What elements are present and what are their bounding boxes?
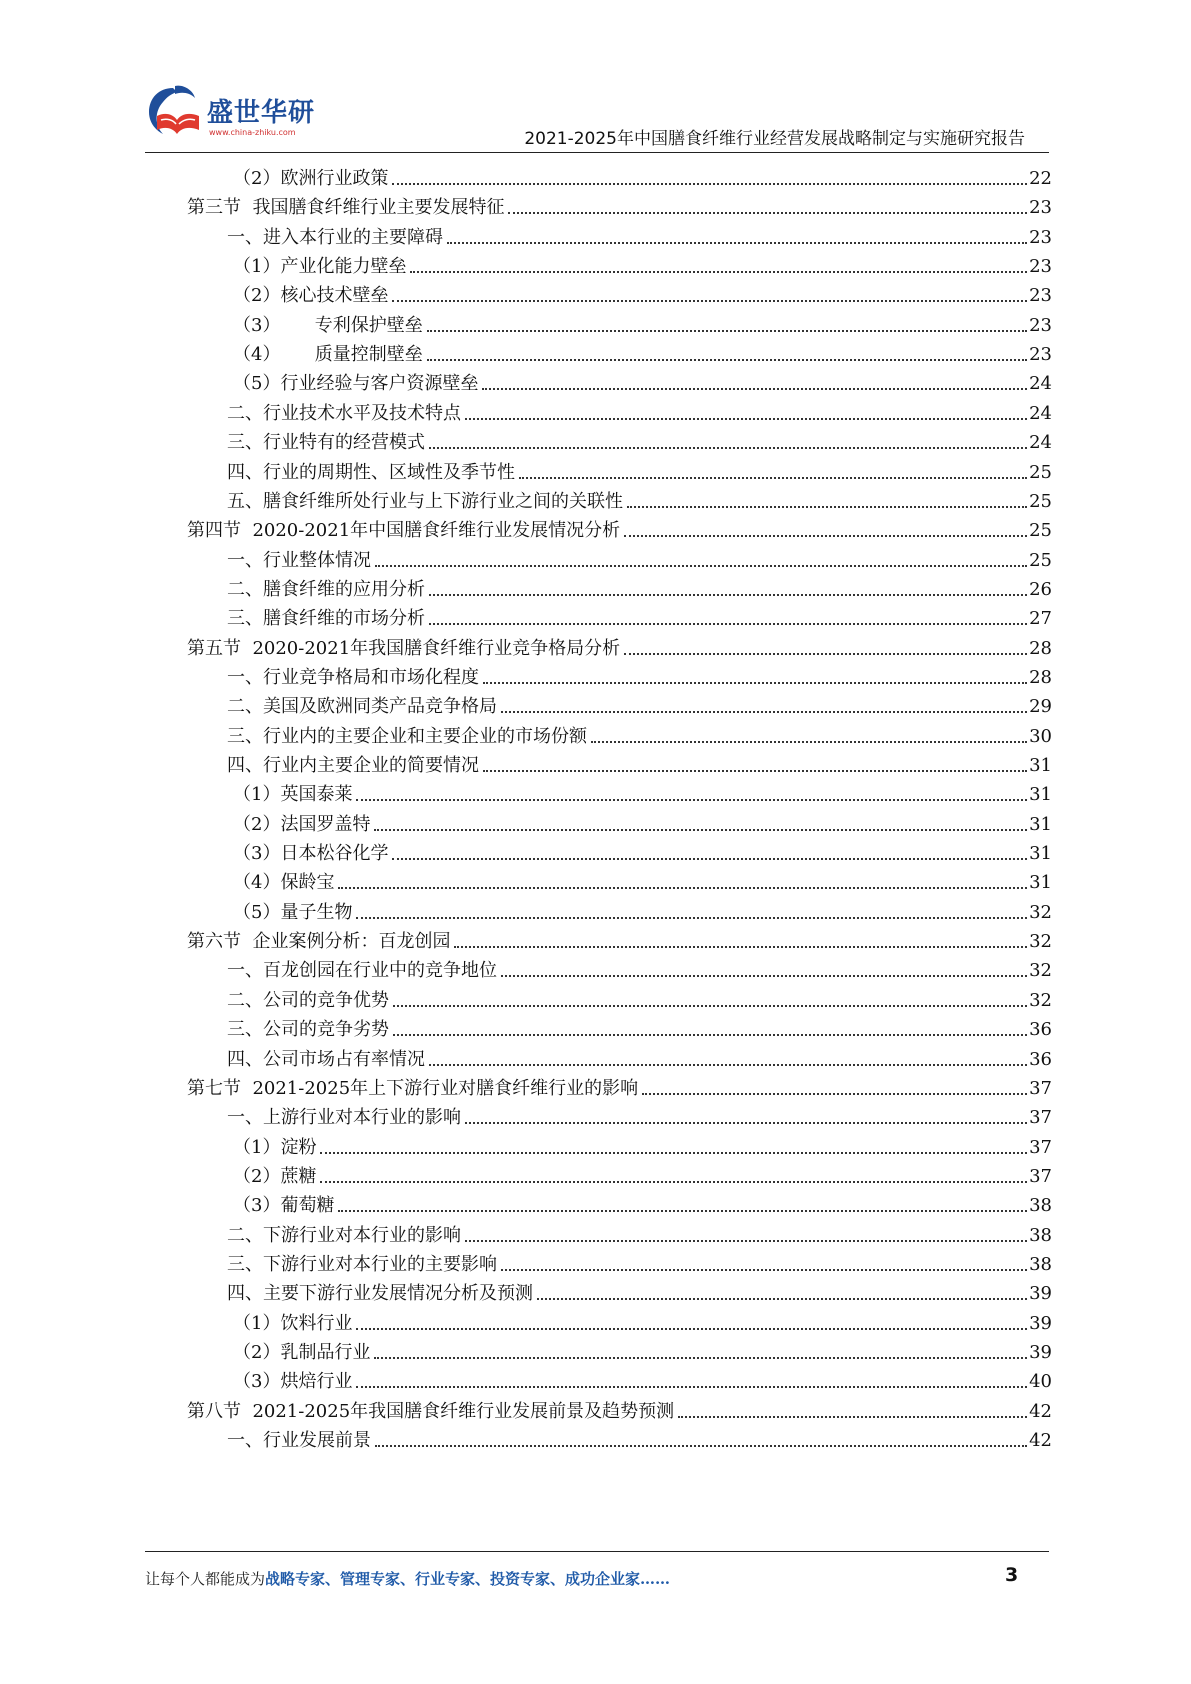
- toc-dot-leader: [320, 1151, 1027, 1154]
- toc-entry-page: 32: [1029, 989, 1052, 1011]
- page-header: [0, 0, 1191, 160]
- toc-entry-label: （3） 专利保护壁垒: [233, 314, 423, 336]
- toc-dot-leader: [356, 798, 1027, 801]
- toc-dot-leader: [392, 299, 1027, 302]
- toc-dot-leader: [356, 916, 1027, 919]
- toc-dot-leader: [465, 1239, 1027, 1242]
- toc-entry-label: 一、上游行业对本行业的影响: [227, 1107, 461, 1129]
- toc-dot-leader: [374, 1356, 1027, 1359]
- toc-entry-label: 四、公司市场占有率情况: [227, 1048, 425, 1070]
- toc-entry-page: 25: [1029, 461, 1052, 483]
- toc-entry-label: 三、公司的竞争劣势: [227, 1019, 389, 1041]
- toc-dot-leader: [624, 652, 1027, 655]
- toc-entry-page: 23: [1029, 197, 1052, 219]
- toc-entry-label: 五、膳食纤维所处行业与上下游行业之间的关联性: [227, 490, 623, 512]
- toc-dot-leader: [501, 710, 1027, 713]
- toc-entry[interactable]: [227, 718, 1052, 748]
- toc-entry-label: （3）烘焙行业: [233, 1371, 353, 1393]
- toc-dot-leader: [465, 1121, 1027, 1124]
- toc-entry[interactable]: [233, 1158, 1052, 1188]
- toc-entry-page: 23: [1029, 256, 1052, 278]
- toc-entry-page: 37: [1029, 1107, 1052, 1129]
- toc-entry-page: 37: [1029, 1165, 1052, 1187]
- toc-entry[interactable]: [227, 542, 1052, 572]
- toc-dot-leader: [393, 1004, 1027, 1007]
- slogan-highlight: 战略专家、管理专家、行业专家、投资专家、成功企业家……: [265, 1570, 671, 1588]
- toc-entry-page: 31: [1029, 784, 1052, 806]
- toc-entry-page: 28: [1029, 666, 1052, 688]
- toc-entry[interactable]: [187, 1393, 1052, 1423]
- toc-dot-leader: [482, 387, 1027, 390]
- toc-dot-leader: [392, 857, 1027, 860]
- toc-entry-page: 30: [1029, 725, 1052, 747]
- toc-entry[interactable]: [233, 894, 1052, 924]
- footer-divider: [145, 1551, 1049, 1552]
- toc-dot-leader: [591, 740, 1027, 743]
- toc-entry-label: （4）保龄宝: [233, 872, 335, 894]
- toc-entry-label: 第七节 2021-2025年上下游行业对膳食纤维行业的影响: [187, 1077, 639, 1099]
- toc-entry-page: 38: [1029, 1224, 1052, 1246]
- logo-book-icon: [145, 82, 207, 144]
- toc-entry-label: （2）欧洲行业政策: [233, 168, 389, 189]
- toc-dot-leader: [483, 681, 1027, 684]
- toc-entry-label: 二、行业技术水平及技术特点: [227, 402, 461, 424]
- toc-entry[interactable]: [233, 160, 1052, 190]
- toc-entry[interactable]: [233, 1363, 1052, 1393]
- toc-entry-label: （4） 质量控制壁垒: [233, 344, 423, 366]
- toc-entry-page: 36: [1029, 1019, 1052, 1041]
- toc-dot-leader: [627, 505, 1027, 508]
- toc-entry[interactable]: [187, 630, 1052, 660]
- toc-entry-label: 第三节 我国膳食纤维行业主要发展特征: [187, 197, 505, 219]
- toc-entry-label: （5）量子生物: [233, 901, 353, 923]
- toc-entry-page: 39: [1029, 1342, 1052, 1363]
- toc-dot-leader: [427, 329, 1027, 332]
- report-title: 2021-2025年中国膳食纤维行业经营发展战略制定与实施研究报告: [524, 129, 1025, 149]
- toc-entry[interactable]: [187, 189, 1052, 219]
- toc-entry-page: 24: [1029, 432, 1052, 454]
- toc-entry[interactable]: [227, 952, 1052, 982]
- toc-entry-page: 36: [1029, 1048, 1052, 1070]
- toc-entry-label: 第六节 企业案例分析：百龙创园: [187, 931, 451, 953]
- toc-dot-leader: [375, 1444, 1027, 1447]
- toc-entry[interactable]: [227, 454, 1052, 484]
- toc-entry-label: 二、美国及欧洲同类产品竞争格局: [227, 696, 497, 718]
- toc-entry[interactable]: [227, 571, 1052, 601]
- toc-entry-page: 40: [1029, 1371, 1052, 1393]
- toc-entry-page: 32: [1029, 960, 1052, 982]
- toc-entry-page: 23: [1029, 285, 1052, 307]
- toc-entry-label: 三、行业内的主要企业和主要企业的市场份额: [227, 725, 587, 747]
- toc-entry-label: （3）日本松谷化学: [233, 843, 389, 865]
- toc-entry[interactable]: [233, 248, 1052, 278]
- toc-dot-leader: [537, 1297, 1027, 1300]
- toc-entry-page: 24: [1029, 373, 1052, 395]
- toc-entry-page: 25: [1029, 490, 1052, 512]
- toc-entry-label: （1）饮料行业: [233, 1312, 353, 1334]
- toc-dot-leader: [429, 593, 1027, 596]
- toc-dot-leader: [642, 1092, 1027, 1095]
- toc-entry-label: 四、行业内主要企业的简要情况: [227, 755, 479, 776]
- toc-dot-leader: [356, 1385, 1027, 1388]
- toc-entry[interactable]: [233, 365, 1052, 395]
- toc-entry[interactable]: [227, 1217, 1052, 1247]
- toc-entry[interactable]: [227, 688, 1052, 718]
- toc-dot-leader: [465, 417, 1027, 420]
- header-divider: [145, 152, 1049, 153]
- toc-dot-leader: [678, 1415, 1027, 1418]
- toc-entry[interactable]: [233, 806, 1052, 836]
- toc-dot-leader: [624, 534, 1027, 537]
- toc-entry-page: 24: [1029, 402, 1052, 424]
- toc-dot-leader: [338, 886, 1027, 889]
- toc-entry-label: 第五节 2020-2021年我国膳食纤维行业竞争格局分析: [187, 637, 621, 659]
- toc-entry-label: （2）蔗糖: [233, 1165, 317, 1187]
- toc-entry-label: （1）产业化能力壁垒: [233, 256, 407, 278]
- toc-entry-page: 25: [1029, 520, 1052, 542]
- toc-entry-label: 四、主要下游行业发展情况分析及预测: [227, 1283, 533, 1305]
- toc-entry-page: 25: [1029, 549, 1052, 571]
- toc-entry-page: 31: [1029, 872, 1052, 894]
- toc-entry-page: 39: [1029, 1283, 1052, 1305]
- toc-entry[interactable]: [227, 1246, 1052, 1276]
- toc-entry-label: 一、进入本行业的主要障碍: [227, 226, 443, 248]
- toc-dot-leader: [501, 1268, 1027, 1271]
- toc-entry-label: 一、百龙创园在行业中的竞争地位: [227, 960, 497, 982]
- toc-entry-label: 三、膳食纤维的市场分析: [227, 608, 425, 630]
- toc-dot-leader: [320, 1180, 1027, 1183]
- toc-dot-leader: [429, 1063, 1027, 1066]
- toc-entry-label: 四、行业的周期性、区域性及季节性: [227, 461, 515, 483]
- toc-entry-page: 31: [1029, 755, 1052, 776]
- toc-dot-leader: [483, 769, 1027, 772]
- toc-entry-page: 38: [1029, 1253, 1052, 1275]
- toc-entry-label: 第四节 2020-2021年中国膳食纤维行业发展情况分析: [187, 520, 621, 542]
- page-number: 3: [1005, 1564, 1019, 1586]
- toc-entry-page: 42: [1029, 1400, 1052, 1422]
- toc-dot-leader: [374, 828, 1027, 831]
- toc-entry[interactable]: [227, 747, 1052, 777]
- toc-entry-page: 39: [1029, 1312, 1052, 1334]
- toc-entry[interactable]: [227, 600, 1052, 630]
- toc-entry[interactable]: [227, 1422, 1052, 1452]
- toc-entry-label: 一、行业发展前景: [227, 1430, 371, 1452]
- toc-entry[interactable]: [233, 776, 1052, 806]
- toc-entry-page: 29: [1029, 696, 1052, 718]
- toc-dot-leader: [375, 564, 1027, 567]
- toc-dot-leader: [356, 1327, 1027, 1330]
- toc-entry[interactable]: [233, 864, 1052, 894]
- toc-entry-page: 37: [1029, 1136, 1052, 1158]
- toc-entry-label: （1）英国泰莱: [233, 784, 353, 806]
- toc-entry[interactable]: [227, 1041, 1052, 1071]
- toc-entry-page: 23: [1029, 314, 1052, 336]
- toc-entry-label: （5）行业经验与客户资源壁垒: [233, 373, 479, 395]
- toc-entry[interactable]: [187, 1070, 1052, 1100]
- toc-entry[interactable]: [227, 483, 1052, 513]
- toc-dot-leader: [508, 211, 1027, 214]
- toc-dot-leader: [519, 476, 1027, 479]
- slogan-prefix: 让每个人都能成为: [145, 1570, 266, 1588]
- company-logo: [145, 82, 320, 152]
- toc-dot-leader: [410, 270, 1027, 273]
- toc-entry-page: 23: [1029, 344, 1052, 366]
- toc-entry-label: 二、下游行业对本行业的影响: [227, 1224, 461, 1246]
- toc-dot-leader: [392, 182, 1027, 185]
- logo-url: www.china-zhiku.com: [209, 128, 296, 137]
- toc-entry-page: 42: [1029, 1430, 1052, 1452]
- toc-entry-page: 37: [1029, 1077, 1052, 1099]
- toc-entry-page: 32: [1029, 931, 1052, 953]
- toc-entry-label: 一、行业整体情况: [227, 549, 371, 571]
- toc-entry-page: 22: [1029, 168, 1052, 189]
- toc-dot-leader: [429, 622, 1027, 625]
- toc-entry-label: 一、行业竞争格局和市场化程度: [227, 666, 479, 688]
- toc-entry-label: 二、膳食纤维的应用分析: [227, 578, 425, 600]
- toc-entry[interactable]: [187, 512, 1052, 542]
- toc-entry[interactable]: [227, 659, 1052, 689]
- toc-entry-label: 三、行业特有的经营模式: [227, 432, 425, 454]
- toc-entry-label: 二、公司的竞争优势: [227, 989, 389, 1011]
- toc-dot-leader: [393, 1033, 1027, 1036]
- toc-entry-label: （2）法国罗盖特: [233, 813, 371, 835]
- toc-entry-page: 32: [1029, 901, 1052, 923]
- logo-name: 盛世华研: [207, 98, 316, 128]
- toc-entry[interactable]: [233, 277, 1052, 307]
- toc-entry[interactable]: [227, 219, 1052, 249]
- toc-dot-leader: [447, 241, 1027, 244]
- toc-dot-leader: [427, 358, 1027, 361]
- toc-entry-page: 26: [1029, 578, 1052, 600]
- toc-entry[interactable]: [227, 1099, 1052, 1129]
- toc-entry-page: 27: [1029, 608, 1052, 630]
- toc-entry-label: （2）核心技术壁垒: [233, 285, 389, 307]
- toc-dot-leader: [429, 446, 1027, 449]
- toc-entry[interactable]: [227, 982, 1052, 1012]
- footer-slogan: [145, 1568, 670, 1589]
- toc-entry-label: （1）淀粉: [233, 1136, 317, 1158]
- toc-entry-label: 三、下游行业对本行业的主要影响: [227, 1253, 497, 1275]
- toc-entry[interactable]: [233, 1305, 1052, 1335]
- toc-entry-label: 第八节 2021-2025年我国膳食纤维行业发展前景及趋势预测: [187, 1400, 675, 1422]
- toc-entry-label: （2）乳制品行业: [233, 1342, 371, 1363]
- toc-dot-leader: [501, 974, 1027, 977]
- toc-entry[interactable]: [233, 835, 1052, 865]
- toc-entry[interactable]: [233, 1334, 1052, 1364]
- toc-entry[interactable]: [233, 1129, 1052, 1159]
- toc-dot-leader: [454, 945, 1027, 948]
- toc-entry[interactable]: [187, 923, 1052, 953]
- toc-entry-page: 31: [1029, 813, 1052, 835]
- toc-entry[interactable]: [227, 424, 1052, 454]
- toc-dot-leader: [338, 1209, 1027, 1212]
- toc-entry-label: （3）葡萄糖: [233, 1195, 335, 1217]
- toc-entry[interactable]: [227, 1011, 1052, 1041]
- toc-entry[interactable]: [233, 1187, 1052, 1217]
- toc-entry[interactable]: [227, 1275, 1052, 1305]
- toc-entry[interactable]: [227, 395, 1052, 425]
- toc-entry-page: 31: [1029, 843, 1052, 865]
- toc-entry-page: 28: [1029, 637, 1052, 659]
- toc-entry[interactable]: [233, 307, 1052, 337]
- toc-entry[interactable]: [233, 336, 1052, 366]
- toc-entry-page: 23: [1029, 226, 1052, 248]
- toc-entry-page: 38: [1029, 1195, 1052, 1217]
